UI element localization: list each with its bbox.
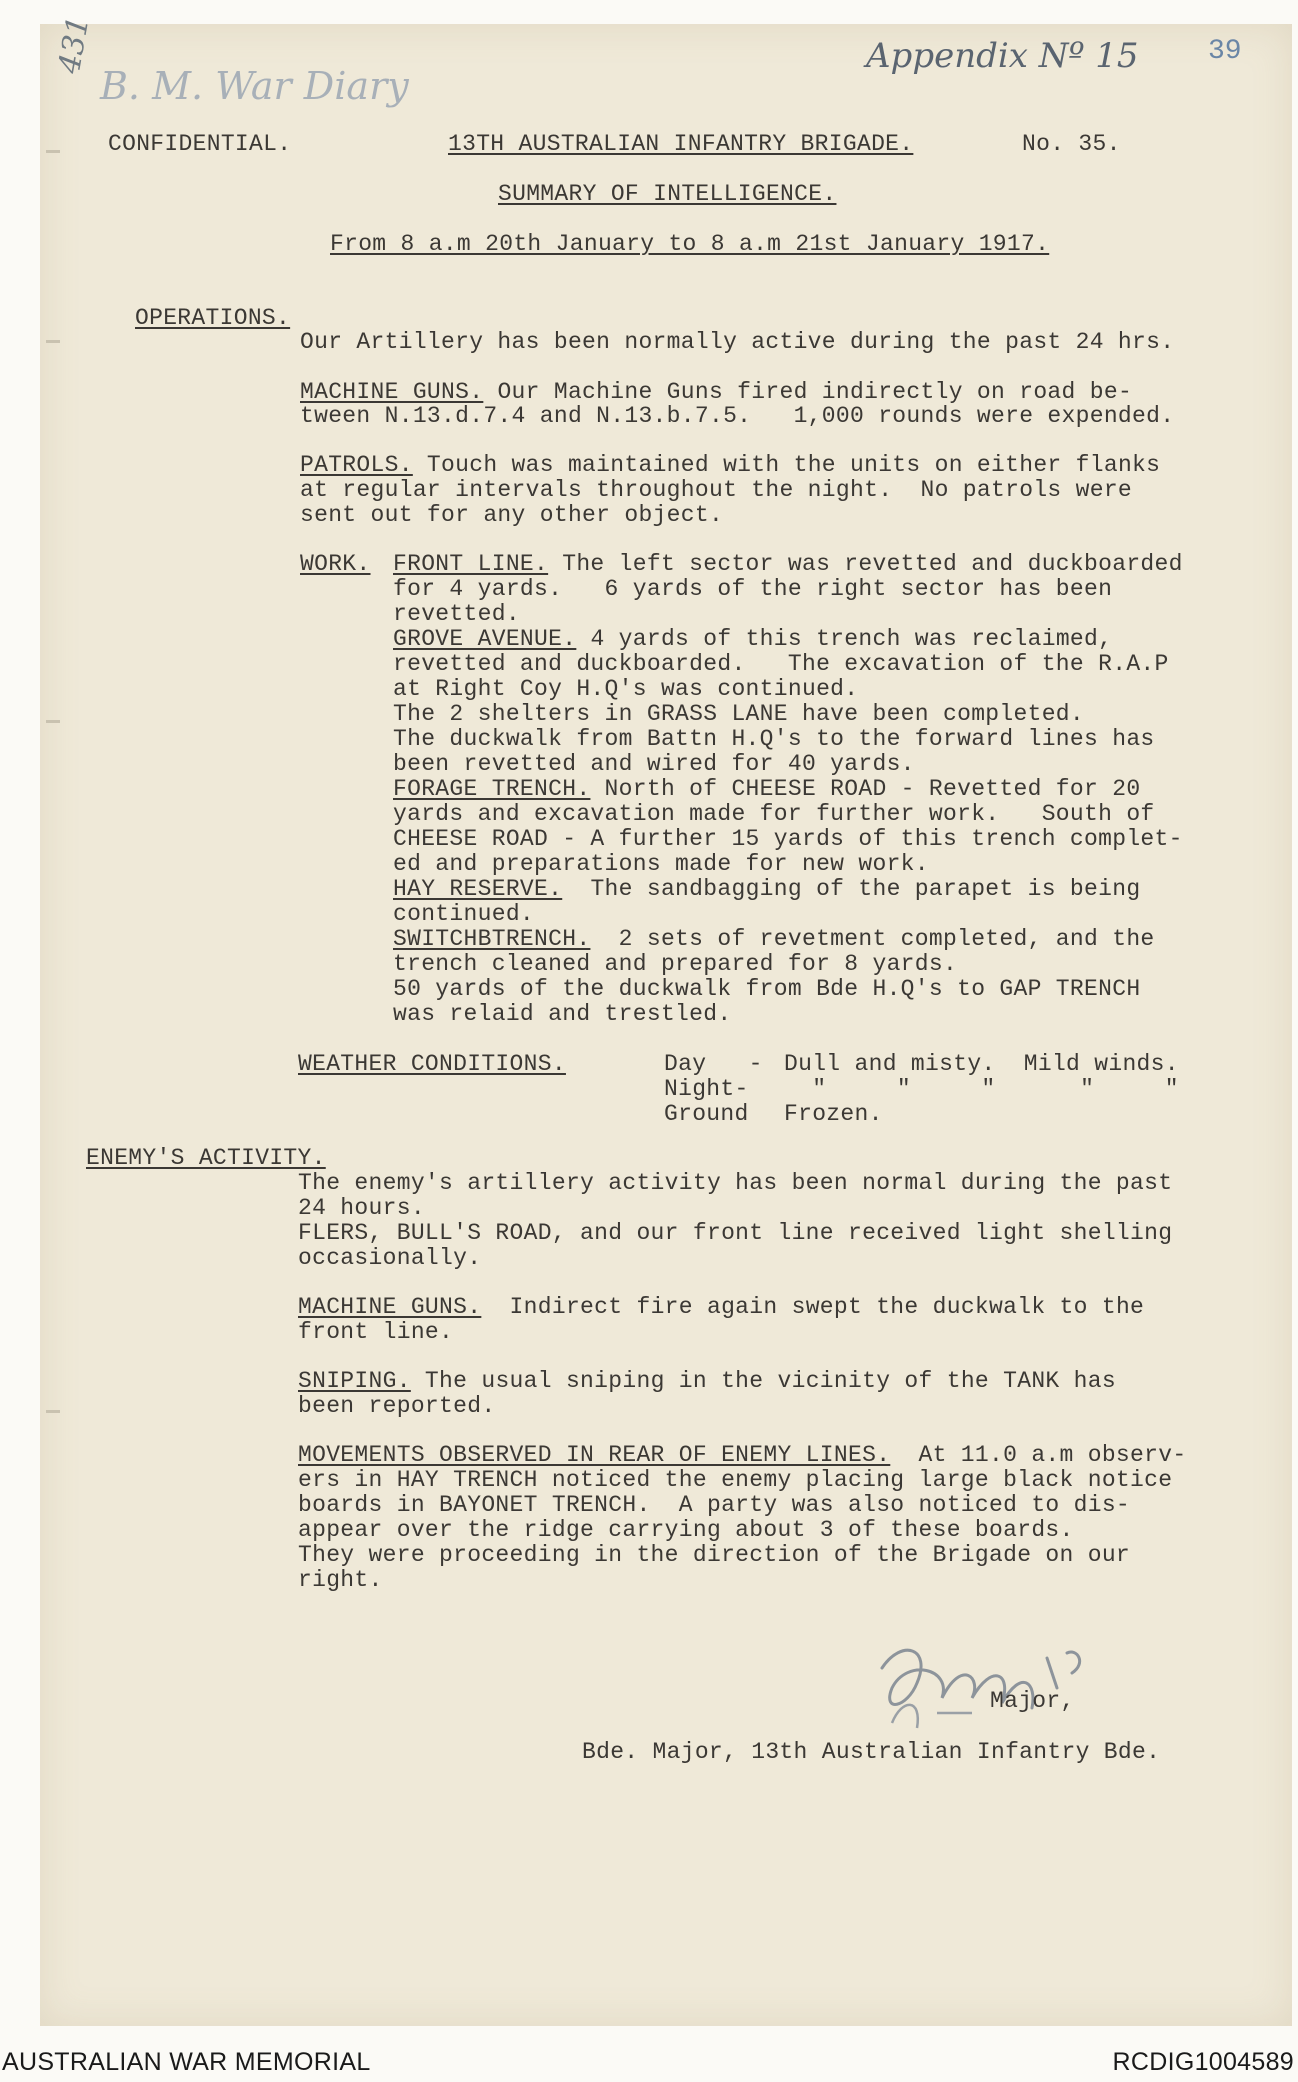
folio-stamp: 39 — [1208, 36, 1242, 67]
binding-mark — [46, 150, 60, 153]
text-line: tween N.13.d.7.4 and N.13.b.7.5. 1,000 rounds were expended. — [300, 403, 1175, 429]
text-line: Our Machine Guns fired indirectly on road be- — [483, 379, 1133, 405]
text-line: North of CHEESE ROAD - Revetted for 20 — [590, 776, 1141, 802]
text-line: ers in HAY TRENCH noticed the enemy placing large black notice — [298, 1467, 1173, 1493]
movements-para — [298, 1443, 1186, 1468]
text-line: for 4 yards. 6 yards of the right sector has been — [393, 576, 1113, 602]
text-line: right. — [298, 1567, 383, 1593]
work-label: WORK. — [300, 551, 371, 577]
movements-label: MOVEMENTS OBSERVED IN REAR OF ENEMY LINES. — [298, 1442, 891, 1468]
binding-mark — [46, 340, 60, 343]
document-title: SUMMARY OF INTELLIGENCE. — [498, 181, 837, 207]
text-line: was relaid and trestled. — [393, 1001, 732, 1027]
weather-label: WEATHER CONDITIONS. — [298, 1051, 566, 1077]
text-line: appear over the ridge carrying about 3 of these boards. — [298, 1517, 1074, 1543]
forage-trench-label: FORAGE TRENCH. — [393, 776, 591, 802]
forage-trench-para — [393, 777, 1140, 802]
text-line: trench cleaned and prepared for 8 yards. — [393, 951, 958, 977]
side-number: 431 — [52, 13, 97, 77]
text-line: been revetted and wired for 40 yards. — [393, 751, 915, 777]
weather-night-value: " " " " " — [784, 1076, 1179, 1102]
text-line: sent out for any other object. — [300, 502, 724, 528]
signature-title: Bde. Major, 13th Australian Infantry Bde. — [582, 1739, 1161, 1765]
text-line: been reported. — [298, 1393, 496, 1419]
text-line: 2 sets of revetment completed, and the — [590, 926, 1155, 952]
summary-number: No. 35. — [1022, 131, 1121, 157]
sniping-para — [298, 1369, 1116, 1394]
enemy-activity-heading: ENEMY'S ACTIVITY. — [86, 1145, 326, 1171]
text-line: FLERS, BULL'S ROAD, and our front line received light shelling — [298, 1220, 1173, 1246]
front-line-para — [393, 552, 1183, 577]
text-line: occasionally. — [298, 1245, 482, 1271]
classification: CONFIDENTIAL. — [108, 131, 292, 157]
enemy-machine-guns-para — [298, 1295, 1144, 1320]
appendix-annotation: Appendix Nº 15 — [866, 36, 1139, 76]
patrols-label: PATROLS. — [300, 452, 413, 478]
unit-title: 13TH AUSTRALIAN INFANTRY BRIGADE. — [448, 131, 914, 157]
weather-ground-value: Frozen. — [784, 1101, 883, 1127]
text-line: revetted. — [393, 601, 520, 627]
hay-reserve-para — [393, 877, 1140, 902]
weather-ground-label: Ground — [664, 1101, 749, 1127]
text-line: Indirect fire again swept the duckwalk to the — [481, 1294, 1145, 1320]
text-line: revetted and duckboarded. The excavation of the R.A.P — [393, 651, 1169, 677]
footer-archive: AUSTRALIAN WAR MEMORIAL — [2, 2048, 371, 2076]
grove-avenue-label: GROVE AVENUE. — [393, 626, 577, 652]
grove-avenue-para — [393, 627, 1112, 652]
footer-reference: RCDIG1004589 — [1112, 2048, 1294, 2076]
text-line: 4 yards of this trench was reclaimed, — [576, 626, 1113, 652]
switch-trench-para — [393, 927, 1155, 952]
text-line: ed and preparations made for new work. — [393, 851, 929, 877]
binding-mark — [46, 720, 60, 723]
text-line: The duckwalk from Battn H.Q's to the forward lines has — [393, 726, 1155, 752]
text-line: They were proceeding in the direction of the Brigade on our — [298, 1542, 1131, 1568]
text-line: Touch was maintained with the units on either flanks — [412, 452, 1161, 478]
text-line: at Right Coy H.Q's was continued. — [393, 676, 859, 702]
machine-guns-para — [300, 380, 1132, 405]
operations-heading: OPERATIONS. — [135, 305, 291, 331]
text-line: The left sector was revetted and duckboarded — [548, 551, 1183, 577]
weather-day-label: Day - — [664, 1051, 763, 1077]
war-diary-note: B. M. War Diary — [100, 64, 409, 108]
sniping-label: SNIPING. — [298, 1368, 411, 1394]
text-line: at regular intervals throughout the night. No patrols were — [300, 477, 1133, 503]
hay-reserve-label: HAY RESERVE. — [393, 876, 563, 902]
weather-night-label: Night- — [664, 1076, 749, 1102]
operations-artillery: Our Artillery has been normally active during the past 24 hrs. — [300, 329, 1175, 355]
text-line: front line. — [298, 1319, 454, 1345]
text-line: 24 hours. — [298, 1195, 425, 1221]
text-line: continued. — [393, 901, 535, 927]
text-line: The sandbagging of the parapet is being — [562, 876, 1141, 902]
text-line: CHEESE ROAD - A further 15 yards of this trench complet- — [393, 826, 1183, 852]
front-line-label: FRONT LINE. — [393, 551, 549, 577]
text-line: boards in BAYONET TRENCH. A party was also noticed to dis- — [298, 1492, 1131, 1518]
binding-mark — [46, 1410, 60, 1413]
text-line: At 11.0 a.m observ- — [890, 1442, 1187, 1468]
machine-guns-label: MACHINE GUNS. — [300, 379, 484, 405]
text-line: The 2 shelters in GRASS LANE have been completed. — [393, 701, 1085, 727]
text-line: The usual sniping in the vicinity of the TANK has — [410, 1368, 1116, 1394]
switch-trench-label: SWITCHBTRENCH. — [393, 926, 591, 952]
signature-scrawl — [862, 1628, 1142, 1738]
signature-rank: Major, — [990, 1688, 1075, 1714]
weather-day-value: Dull and misty. Mild winds. — [784, 1051, 1179, 1077]
text-line: 50 yards of the duckwalk from Bde H.Q's to GAP TRENCH — [393, 976, 1141, 1002]
patrols-para — [300, 453, 1160, 478]
enemy-machine-guns-label: MACHINE GUNS. — [298, 1294, 482, 1320]
text-line: yards and excavation made for further work. South of — [393, 801, 1155, 827]
period: From 8 a.m 20th January to 8 a.m 21st January 1917. — [330, 231, 1050, 257]
text-line: The enemy's artillery activity has been normal during the past — [298, 1170, 1173, 1196]
